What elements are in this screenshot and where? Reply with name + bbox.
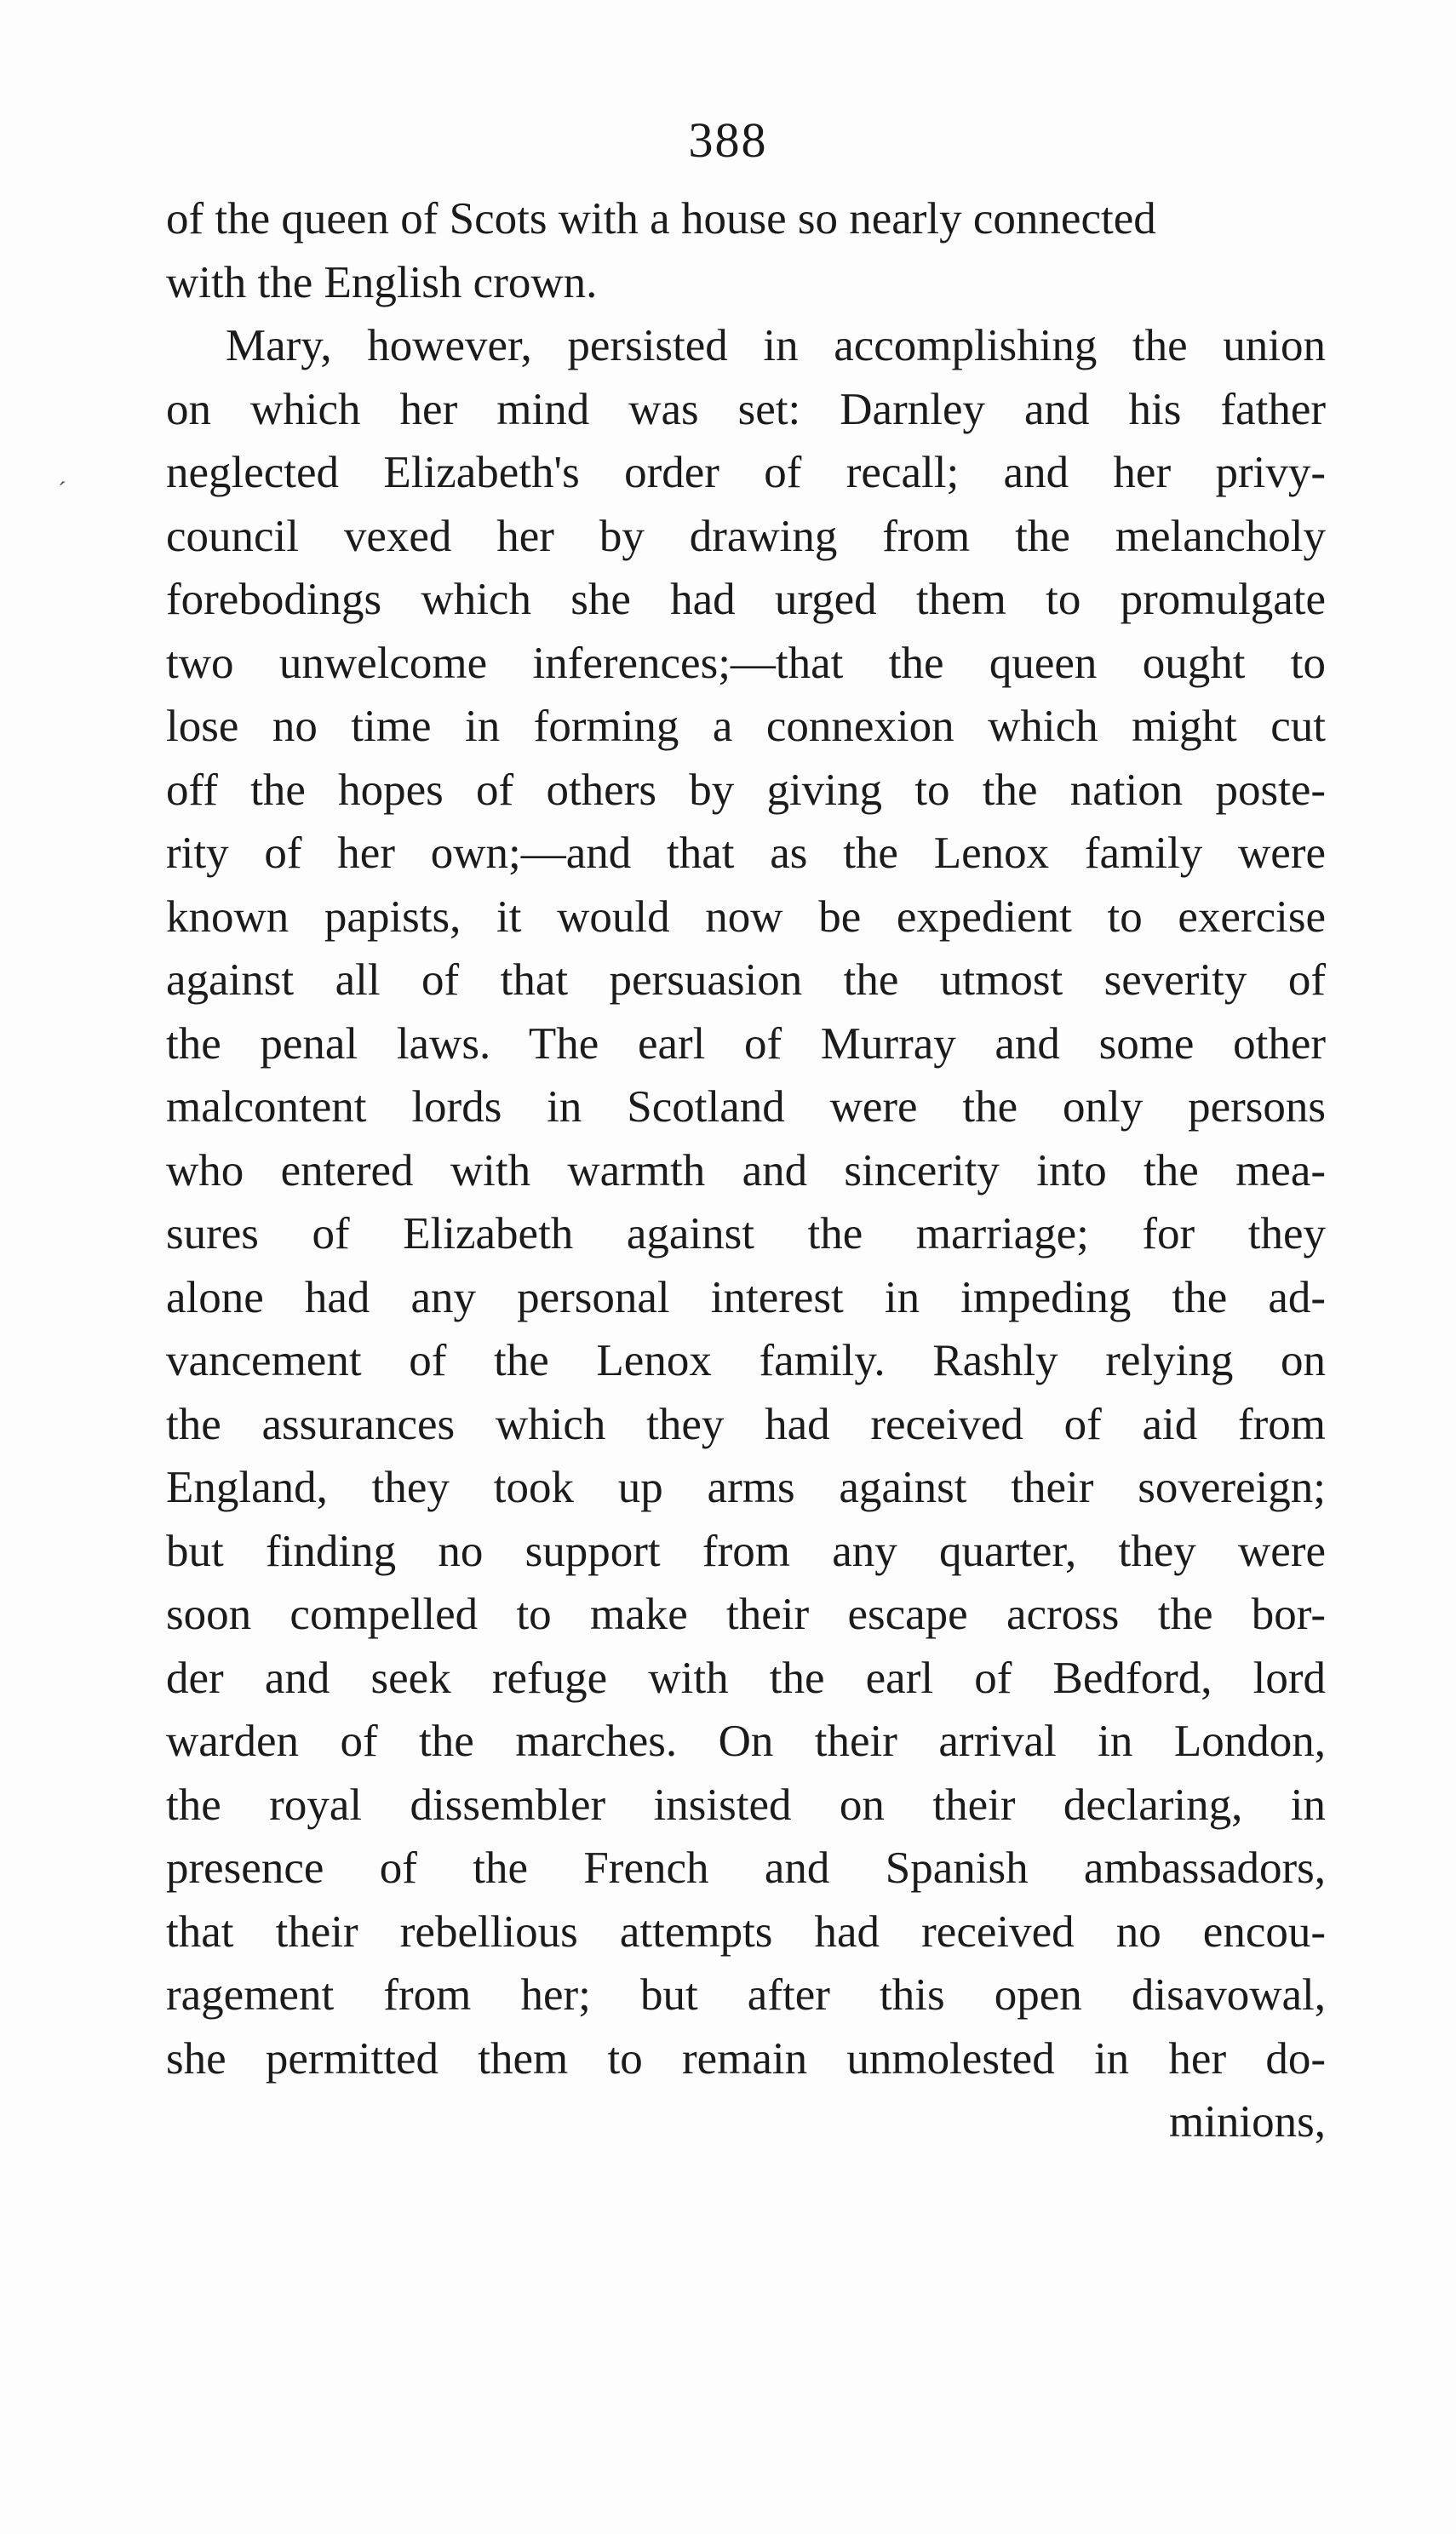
text-line: soon compelled to make their escape across the bor- <box>166 1590 1326 1639</box>
text-line: der and seek refuge with the earl of Bedford, lord <box>166 1653 1326 1703</box>
text-line: the penal laws. The earl of Murray and some other <box>166 1018 1326 1069</box>
text-line: forebodings which she had urged them to promulgate <box>166 575 1326 624</box>
margin-mark: ˊ <box>58 477 66 505</box>
text-line: the assurances which they had received of aid from <box>166 1399 1326 1449</box>
text-line: alone had any personal interest in impeding the ad- <box>166 1272 1326 1322</box>
text-line: on which her mind was set: Darnley and his father <box>166 384 1326 434</box>
text-line: rity of her own;—and that as the Lenox family were <box>166 828 1326 878</box>
text-line: that their rebellious attempts had received no encou- <box>166 1906 1326 1957</box>
catchword: minions, <box>1168 2097 1326 2147</box>
text-line: lose no time in forming a connexion which might cut <box>166 702 1326 751</box>
text-line: she permitted them to remain unmolested in her do- <box>166 2033 1326 2084</box>
text-line: known papists, it would now be expedient to exercise <box>166 891 1326 942</box>
page-number: 388 <box>688 112 768 168</box>
text-line: presence of the French and Spanish ambassadors, <box>166 1843 1326 1893</box>
text-line: sures of Elizabeth against the marriage; for they <box>166 1209 1326 1258</box>
text-line: vancement of the Lenox family. Rashly relying on <box>166 1336 1326 1385</box>
text-line: the royal dissembler insisted on their declaring, in <box>166 1780 1326 1830</box>
text-line: who entered with warmth and sincerity into the mea- <box>166 1145 1326 1195</box>
text-line: neglected Elizabeth's order of recall; and her privy- <box>166 448 1326 497</box>
text-line: council vexed her by drawing from the melancholy <box>166 511 1326 561</box>
text-line: but finding no support from any quarter, they were <box>166 1526 1326 1576</box>
text-line: ragement from her; but after this open disavowal, <box>166 1970 1326 2020</box>
text-line: malcontent lords in Scotland were the only persons <box>166 1082 1326 1132</box>
paragraph-start-line: Mary, however, persisted in accomplishing the union <box>226 321 1326 370</box>
text-line: warden of the marches. On their arrival in London, <box>166 1717 1326 1766</box>
text-line: two unwelcome inferences;—that the queen ought to <box>166 638 1326 688</box>
text-line: against all of that persuasion the utmost severity of <box>166 955 1326 1005</box>
text-line: with the English crown. <box>166 257 598 307</box>
text-line: England, they took up arms against their sovereign; <box>166 1463 1326 1512</box>
text-line: off the hopes of others by giving to the nation poste- <box>166 765 1326 815</box>
text-line: of the queen of Scots with a house so nearly connected <box>166 194 1156 244</box>
body-text <box>166 187 1326 2154</box>
